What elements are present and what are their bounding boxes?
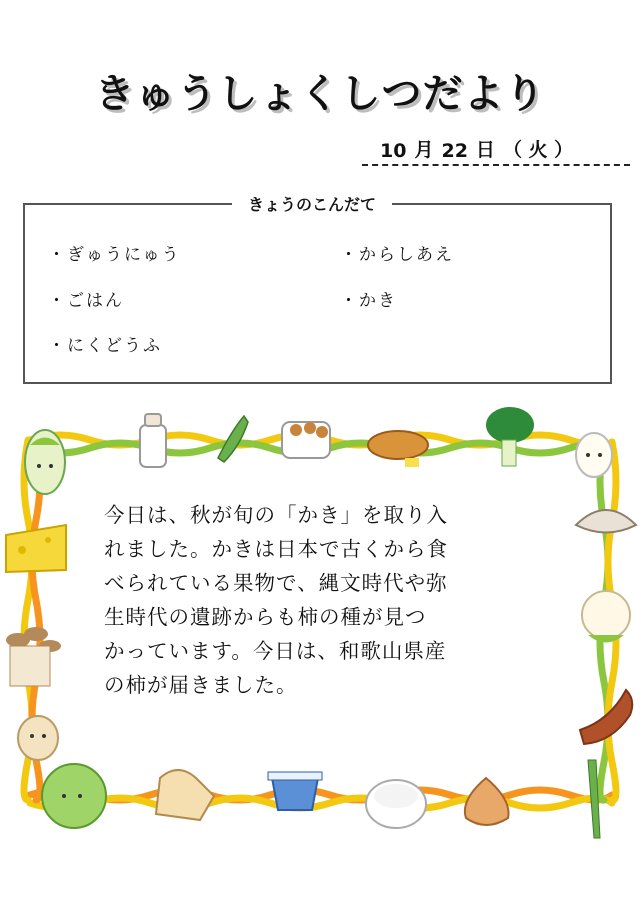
yogurt-icon	[268, 772, 322, 810]
menu-item: ・からしあえ	[340, 245, 454, 265]
napa-cabbage-icon	[25, 430, 65, 494]
clam-icon	[576, 510, 636, 533]
date-month: 10	[380, 140, 407, 162]
spinach-icon	[486, 407, 534, 466]
menu-item: ・かき	[340, 291, 397, 311]
date-day-unit: 日	[475, 139, 495, 161]
menu-item: ・ごはん	[48, 291, 124, 311]
rice-bowl-icon	[366, 780, 426, 828]
cheese-icon	[6, 525, 66, 572]
menu-item: ・ぎゅうにゅう	[48, 245, 181, 265]
date-day: 22	[441, 140, 468, 162]
egg-icon	[576, 433, 612, 477]
message-line: べられている果物で、縄文時代や弥	[104, 571, 448, 595]
potato-icon	[18, 716, 58, 760]
menu-heading: きょうのこんだて	[232, 192, 392, 215]
bread-roll-icon	[368, 431, 428, 467]
message-line: の柿が届きました。	[104, 673, 298, 697]
cabbage-icon	[42, 764, 106, 828]
message-line: 生時代の遺跡からも柿の種が見つ	[104, 605, 427, 629]
mushroom-icon	[6, 627, 61, 686]
page-title: きゅうしょくしつだより	[94, 71, 546, 117]
message-line: れました。かきは日本で古くから食	[104, 537, 448, 561]
toast-icon	[156, 770, 214, 820]
cauliflower-icon	[582, 591, 630, 643]
onion-icon	[465, 778, 509, 825]
message-body	[104, 498, 534, 702]
date-weekday: （ 火 ）	[502, 139, 574, 161]
menu-item: ・にくどうふ	[48, 336, 162, 356]
natto-icon	[282, 422, 330, 458]
message-line: 今日は、秋が旬の「かき」を取り入	[104, 503, 448, 527]
message-line: かっています。今日は、和歌山県産	[104, 639, 447, 663]
okra-icon	[218, 416, 248, 462]
milk-bottle-icon	[140, 414, 166, 467]
date-line	[362, 138, 630, 166]
date-month-unit: 月	[414, 139, 434, 161]
